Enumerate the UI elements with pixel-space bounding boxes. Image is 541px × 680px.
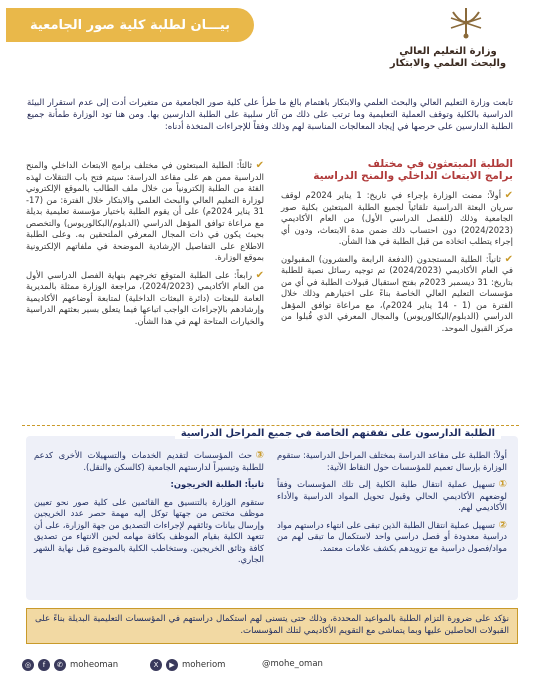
s2-point-1-text: تسهيل عملية انتقال طلبة الكلية إلى تلك المؤسسات وفقاً لوضعهم الأكاديمي الحالي وقبول تحويل المواد الدراسية والأداء الأكاديمي لهم. bbox=[277, 479, 507, 512]
item-first bbox=[281, 190, 513, 248]
intro-paragraph bbox=[27, 97, 513, 133]
check-icon: ✔ bbox=[255, 269, 264, 281]
ministry-logo bbox=[379, 4, 529, 74]
check-icon: ✔ bbox=[504, 253, 513, 265]
item-second bbox=[281, 254, 513, 335]
closing-note-text: نؤكد على ضرورة التزام الطلبة بالمواعيد المحددة، وذلك حتى يتسنى لهم استكمال دراستهم في المؤسسات التعليمية البديلة بناءً على القبولات الحاصلين عليها وبما يتماشى مع التقويم الأكاديمي لتلك المؤسسات. bbox=[35, 614, 509, 636]
section2-left bbox=[34, 450, 264, 572]
check-icon: ✔ bbox=[255, 160, 264, 171]
right-title-line-1: الطلبة المبتعثون في مختلف bbox=[367, 158, 513, 170]
ministry-name bbox=[373, 46, 523, 70]
s2-item-first bbox=[277, 450, 507, 473]
section2-right bbox=[277, 450, 507, 560]
s2-point-3 bbox=[34, 450, 264, 473]
x-icon: X bbox=[150, 659, 162, 671]
footer-handle-3-text: @mohe_oman bbox=[262, 659, 323, 669]
s2-graduates-body-text: ستقوم الوزارة بالتنسيق مع القائمين على كلية صور نحو تعيين موظف مختص من جهتها توكل إليه مهمة حصر عدد الخريجين وإرسال بيانات وثائقهم لإجراءات التصديق من جهة الوزارة، على أن تتعهد الكلية بقيام الموظف بكافة مهامه لحين الانتهاء من تصديق كافة وثائق الخريجين. وستخاطب الكلية بالموضوع قبل نهاية الشهر الجاري. bbox=[34, 496, 264, 564]
item-third-text: ثالثاً: الطلبة المبتعثون في مختلف برامج الابتعاث الداخلي والمنح الدراسية ممن هم على مقاعد الدراسة: سيتم فتح باب التنقلات لهذه الفئة من الطلبة إلكترونياً من خلال ملف الطالب بالموقع الإلكتروني لوزارة التعليم العالي والبحث العلمي والابتكار خلال الفترة: من (17- 31 يناير 2024م) على أن يقوم الطلبة باختيار مؤسسة تعليمية بديلة مع مراعاة توافق المؤهل الدراسي (الدبلوم/البكالوريوس) والتخصص بحيث يكون في ذات المجال المعرفي الملتحقين به. وعلى الطلبة الاطلاع على التفاصيل الإرشادية الموضحة في ملفاتهم الإلكترونية بموقع الوزارة. bbox=[26, 160, 265, 262]
item-second-text: ثانياً: الطلبة المستجدون (الدفعة الرابعة والعشرون) المقبولون في العام الأكاديمي (2024/2023) تم توجيه رسائل نصية للطلبة بتاريخ: 31 ديسمبر 2023م بفتح استقبال قبولات الطلبة في أي من مؤسسات التعليم العالي الخاصة بناءً على اختيارهم وذلك خلال الفترة من (1 - 14 يناير 2024م)، مع مراعاة توافق المؤهل الدراسي (الدبلوم/البكالوريوس) والمجال المعرفي الذي قُبلوا من مركز القبول الموحد. bbox=[281, 253, 514, 333]
intro-text: تابعت وزارة التعليم العالي والبحث العلمي والابتكار باهتمام بالغ ما طرأ على كلية صور الجامعية من متغيرات أدت إلى عدم استقرار البيئة الدراسية بالكلية وتوقف العملية التعليمية وما ترتب على ذلك من آثار سلبية على الطلبة الدارسين بها. ومن هنا تود الوزارة طمأنة جميع الطلبة الدارسين على حرصها في إيجاد المعالجات المناسبة لهم وذلك وفقاً للإجراءات المتخذة أدناه: bbox=[27, 98, 513, 132]
banner-title: بيـــان لطلبة كلية صور الجامعية bbox=[29, 17, 231, 33]
self-funded-title: الطلبة الدارسون على نفقتهم الخاصة في جميع المراحل الدراسية bbox=[175, 428, 501, 439]
number-2-icon: ② bbox=[498, 519, 507, 531]
header bbox=[0, 0, 541, 78]
s2-point-1 bbox=[277, 479, 507, 514]
item-fourth-text: رابعاً: على الطلبة المتوقع تخرجهم بنهاية الفصل الدراسي الأول من العام الأكاديمي (2024/2023)، مراجعة الوزارة ممثلة بالمديرية العامة للبعثات (دائرة البعثات الداخلية) لمتابعة أوضاعهم الأكاديمية وإرشادهم بالإجراءات الواجب اتباعها فيما يتعلق بسير بعثتهم الدراسية والخيارات المتاحة لهم في هذا الشأن. bbox=[26, 269, 264, 326]
ministry-line-1: وزارة التعليم العالي bbox=[399, 46, 497, 57]
footer-handle-1[interactable] bbox=[22, 659, 118, 671]
title-banner bbox=[6, 8, 254, 42]
s2-point-3-text: حث المؤسسات لتقديم الخدمات والتسهيلات الأخرى كدعم للطلبة وتيسيراً لدارستهم الجامعية (كالسكن والنقل). bbox=[34, 450, 264, 472]
ministry-line-2: والبحث العلمي والابتكار bbox=[389, 58, 507, 69]
s2-graduates-title bbox=[34, 479, 264, 491]
whatsapp-icon: ✆ bbox=[54, 659, 66, 671]
footer-handle-2-text: moheriom bbox=[182, 660, 226, 670]
item-first-text: أولاً: مضت الوزارة بإجراء في تاريخ: 1 يناير 2024م لوقف سريان البعثة الدراسية تلقائياً لجميع الطلبة المبتعثين بكلية صور الجامعية وذلك (للفصل الدراسي الأول) من العام الأكاديمي (2024/2023) دون احتساب ذلك ضمن مدة الابتعاث، ودون أي إجراء يتطلب اتخاذه من قبل الطلبة في هذا الشأن. bbox=[281, 190, 513, 246]
check-icon: ✔ bbox=[504, 190, 514, 201]
number-3-icon: ③ bbox=[255, 450, 264, 461]
khanjar-emblem-icon bbox=[443, 6, 489, 40]
footer-handle-3[interactable] bbox=[262, 659, 323, 669]
s2-graduates-body bbox=[34, 497, 264, 566]
instagram-icon: ◎ bbox=[22, 659, 34, 671]
right-section-title bbox=[281, 158, 513, 182]
youtube-icon: ▶ bbox=[166, 659, 178, 671]
footer-handle-2[interactable] bbox=[150, 659, 225, 671]
s2-point-2-text: تسهيل عملية انتقال الطلبة الذين تبقى على انتهاء دراستهم مواد دراسية معدودة أو فصل دراسي واحد لاستكمال ما تبقى لهم من مواد/فصول دراسية مع تزويدهم بكشف علامات معتمد. bbox=[276, 519, 507, 553]
closing-note bbox=[26, 608, 518, 644]
footer bbox=[0, 652, 541, 680]
facebook-icon: f bbox=[38, 659, 50, 671]
s2-point-2 bbox=[277, 520, 507, 555]
right-column bbox=[281, 158, 513, 340]
number-1-icon: ① bbox=[498, 479, 507, 490]
left-column bbox=[26, 160, 264, 333]
section-divider bbox=[22, 425, 519, 426]
s2-item-first-text: أولاً: الطلبة على مقاعد الدراسة بمختلف المراحل الدراسية: ستقوم الوزارة بإرسال تعميم للمؤسسات حول النقاط الآتية: bbox=[277, 450, 507, 472]
s2-graduates-title-text: ثانياً: الطلبة الخريجون: bbox=[170, 479, 264, 489]
right-title-line-2: برامج الابتعاث الداخلي والمنح الدراسية bbox=[313, 170, 513, 182]
item-fourth bbox=[26, 270, 264, 328]
footer-handle-1-text: moheoman bbox=[70, 660, 119, 670]
item-third bbox=[26, 160, 264, 264]
